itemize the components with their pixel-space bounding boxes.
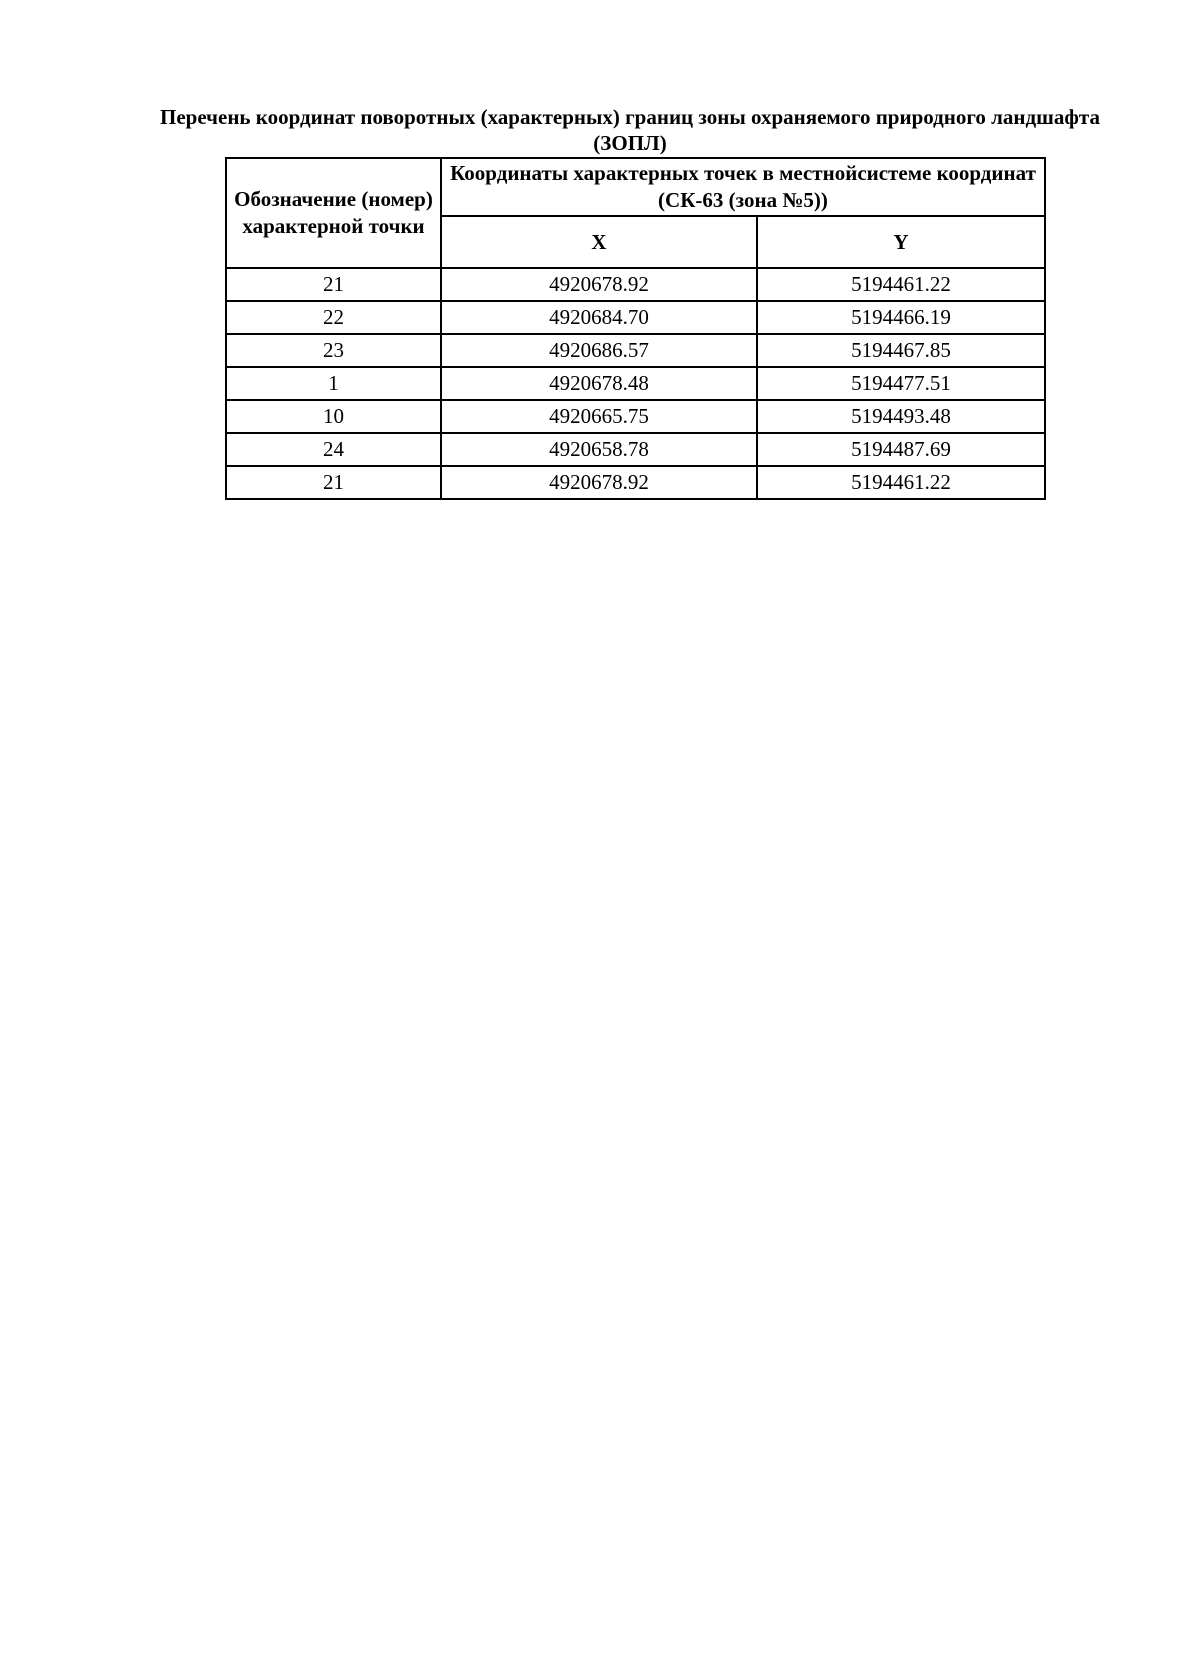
table-row (226, 268, 1045, 301)
document-title: Перечень координат поворотных (характерных) границ зоны охраняемого природного ландшафта (ЗОПЛ) (160, 105, 1100, 155)
coordinates-group-header: Координаты характерных точек в местнойсистеме координат (СК-63 (зона №5)) (441, 158, 1045, 216)
y-column-header: Y (757, 216, 1045, 268)
x-cell: 4920678.48 (441, 367, 757, 400)
x-column-header: X (441, 216, 757, 268)
point-cell: 23 (226, 334, 441, 367)
y-cell: 5194487.69 (757, 433, 1045, 466)
table-row (226, 400, 1045, 433)
x-cell: 4920665.75 (441, 400, 757, 433)
point-cell: 22 (226, 301, 441, 334)
table-row (226, 301, 1045, 334)
x-cell: 4920686.57 (441, 334, 757, 367)
point-cell: 24 (226, 433, 441, 466)
point-cell: 21 (226, 268, 441, 301)
point-cell: 1 (226, 367, 441, 400)
y-cell: 5194466.19 (757, 301, 1045, 334)
point-cell: 21 (226, 466, 441, 499)
point-cell: 10 (226, 400, 441, 433)
y-cell: 5194461.22 (757, 466, 1045, 499)
y-cell: 5194467.85 (757, 334, 1045, 367)
x-cell: 4920678.92 (441, 268, 757, 301)
table-body (226, 268, 1045, 499)
x-cell: 4920678.92 (441, 466, 757, 499)
table-row (226, 433, 1045, 466)
x-cell: 4920684.70 (441, 301, 757, 334)
coordinates-table (225, 157, 1046, 500)
table-row (226, 466, 1045, 499)
y-cell: 5194461.22 (757, 268, 1045, 301)
x-cell: 4920658.78 (441, 433, 757, 466)
table-row (226, 367, 1045, 400)
point-column-header: Обозначение (номер) характерной точки (226, 158, 441, 268)
table-header-row (226, 158, 1045, 216)
y-cell: 5194477.51 (757, 367, 1045, 400)
table-row (226, 334, 1045, 367)
y-cell: 5194493.48 (757, 400, 1045, 433)
